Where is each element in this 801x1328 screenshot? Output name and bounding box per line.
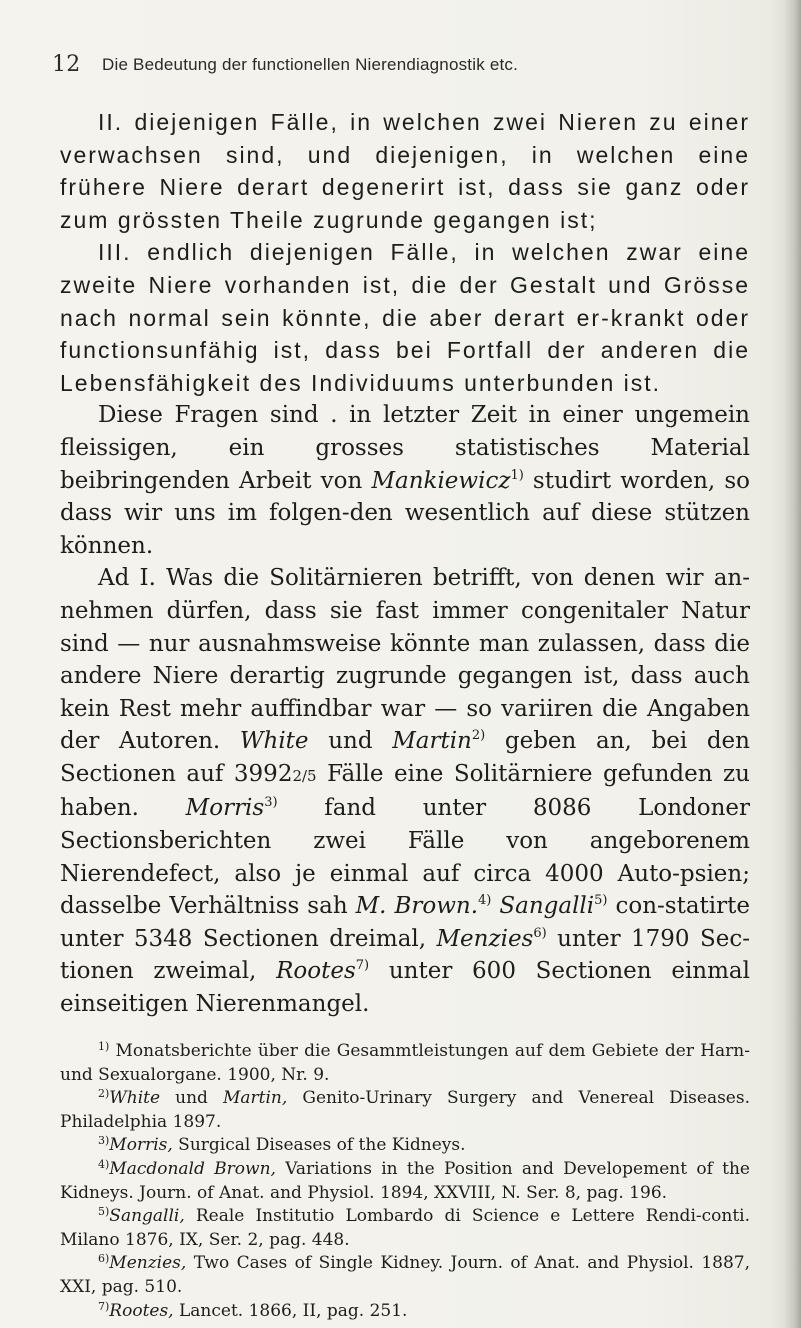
text-run: Ad I. Was die Solitärnieren betrifft, von denen wir an-nehmen dürfen, dass sie fast immer congenitaler Natur sind — nur ausnahmsweise könnte man zulassen, dass die andere Niere derartig zugrunde gegangen ist, dass auch kein Rest mehr auffindbar war — so variiren die Angaben der Autoren. [60, 565, 750, 755]
footnote-author: Sangalli, [109, 1206, 185, 1227]
author-morris: Morris [185, 795, 265, 822]
footnote-number: 5) [98, 1205, 110, 1219]
footnote-number: 7) [98, 1299, 110, 1313]
footnote-ref-7: 7) [355, 958, 370, 974]
author-rootes: Rootes [276, 958, 356, 985]
footnote-number: 4) [98, 1157, 110, 1171]
author-white: White [239, 728, 309, 755]
text-run: und [308, 728, 393, 755]
footnote-1 [60, 1040, 750, 1087]
paragraph-iii: III. endlich diejenigen Fälle, in welchen zwar eine zweite Niere vorhanden ist, die der Gestalt und Grösse nach normal sein könnte, die aber derart er-krankt oder functionsunfähig ist, dass bei Fortfall der anderen die Lebensfähigkeit des Individuums unterbunden ist. [60, 239, 750, 396]
footnote-number: 6) [98, 1252, 110, 1266]
author-menzies: Menzies [436, 925, 534, 952]
footnote-2 [60, 1087, 750, 1134]
footnote-6 [60, 1252, 750, 1299]
text-run: unter 600 Sectionen einmal einseitigen Nierenmangel. [60, 958, 750, 1018]
footnote-5 [60, 1205, 750, 1252]
fraction: 2/5 [292, 766, 317, 785]
footnote-text: und [160, 1088, 223, 1109]
footnote-ref-1: 1) [510, 467, 524, 483]
footnote-3 [60, 1134, 750, 1158]
main-text [60, 106, 750, 1021]
footnote-author: Rootes, [109, 1300, 174, 1321]
footnote-text: Monatsberichte über die Gesammtleistungen auf dem Gebiete der Harn- und Sexualorgane. 1900, Nr. 9. [60, 1041, 750, 1085]
footnote-text: Lancet. 1866, II, pag. 251. [173, 1300, 408, 1321]
author-sangalli: Sangalli [499, 893, 595, 920]
footnote-ref-3: 3) [264, 795, 278, 811]
footnote-text: Two Cases of Single Kidney. Journ. of Anat. and Physiol. 1887, XXI, pag. 510. [60, 1253, 750, 1297]
footnote-number: 3) [98, 1134, 110, 1148]
running-title: Die Bedeutung der functionellen Nierendiagnostik etc. [102, 55, 519, 74]
footnote-ref-4: 4) [478, 893, 492, 909]
footnote-author: Macdonald Brown, [109, 1158, 276, 1179]
footnote-ref-6: 6) [533, 925, 547, 941]
paragraph-ad-i [60, 562, 750, 1020]
text-run: con-statirte unter 5348 Sectionen dreimal, [60, 893, 750, 952]
footnote-number: 2) [98, 1087, 110, 1101]
text-run: geben an, bei den Sectionen auf 3992 [60, 728, 750, 787]
paragraph-ii: II. diejenigen Fälle, in welchen zwei Nieren zu einer verwachsen sind, und diejenigen, in welchen eine frühere Niere derart degenerirt ist, dass sie ganz oder zum grössten Theile zugrunde gegangen ist; [60, 109, 750, 233]
text-run: unter 1790 Sec-tionen zweimal, [60, 925, 751, 985]
text-run: studirt worden, so dass wir uns im folgen-den wesentlich auf diese stützen können. [60, 467, 750, 559]
paragraph-diese-fragen [60, 399, 750, 562]
page-edge-shadow [783, 0, 801, 1328]
author-brown: M. Brown. [355, 893, 479, 920]
footnote-author: White [109, 1088, 161, 1109]
footnote-7 [60, 1300, 750, 1324]
footnote-ref-2: 2) [471, 728, 486, 744]
text-run: Diese Fragen sind . in letzter Zeit in einer ungemein fleissigen, ein grosses statistisches Material beibringenden Arbeit von [60, 402, 750, 494]
footnote-ref-5: 5) [594, 893, 608, 909]
footnote-text: Genito-Urinary Surgery and Venereal Diseases. Philadelphia 1897. [60, 1088, 751, 1132]
footnote-4 [60, 1158, 750, 1205]
text-run: fand unter 8086 Londoner Sectionsberichten zwei Fälle von angeborenem Nierendefect, also je einmal auf circa 4000 Auto-psien; dasselbe Verhältniss sah [60, 795, 750, 920]
author-mankiewicz: Mankiewicz [371, 467, 511, 494]
author-martin: Martin [392, 728, 472, 755]
footnote-number: 1) [98, 1040, 110, 1053]
page-number: 12 [52, 52, 81, 77]
footnote-author: Martin, [223, 1088, 288, 1109]
footnotes [60, 1040, 750, 1323]
footnote-author: Menzies, [109, 1253, 187, 1274]
footnote-author: Morris, [109, 1135, 173, 1156]
footnote-text: Variations in the Position and Developement of the Kidneys. Journ. of Anat. and Physiol. 1894, XXVIII, N. Ser. 8, pag. 196. [60, 1158, 750, 1203]
footnote-text: Reale Institutio Lombardo di Science e Lettere Rendi-conti. Milano 1876, IX, Ser. 2, pag. 448. [60, 1206, 750, 1250]
footnote-text: Surgical Diseases of the Kidneys. [172, 1135, 466, 1156]
text-run: Fälle eine Solitärniere gefunden zu haben. [60, 760, 750, 822]
